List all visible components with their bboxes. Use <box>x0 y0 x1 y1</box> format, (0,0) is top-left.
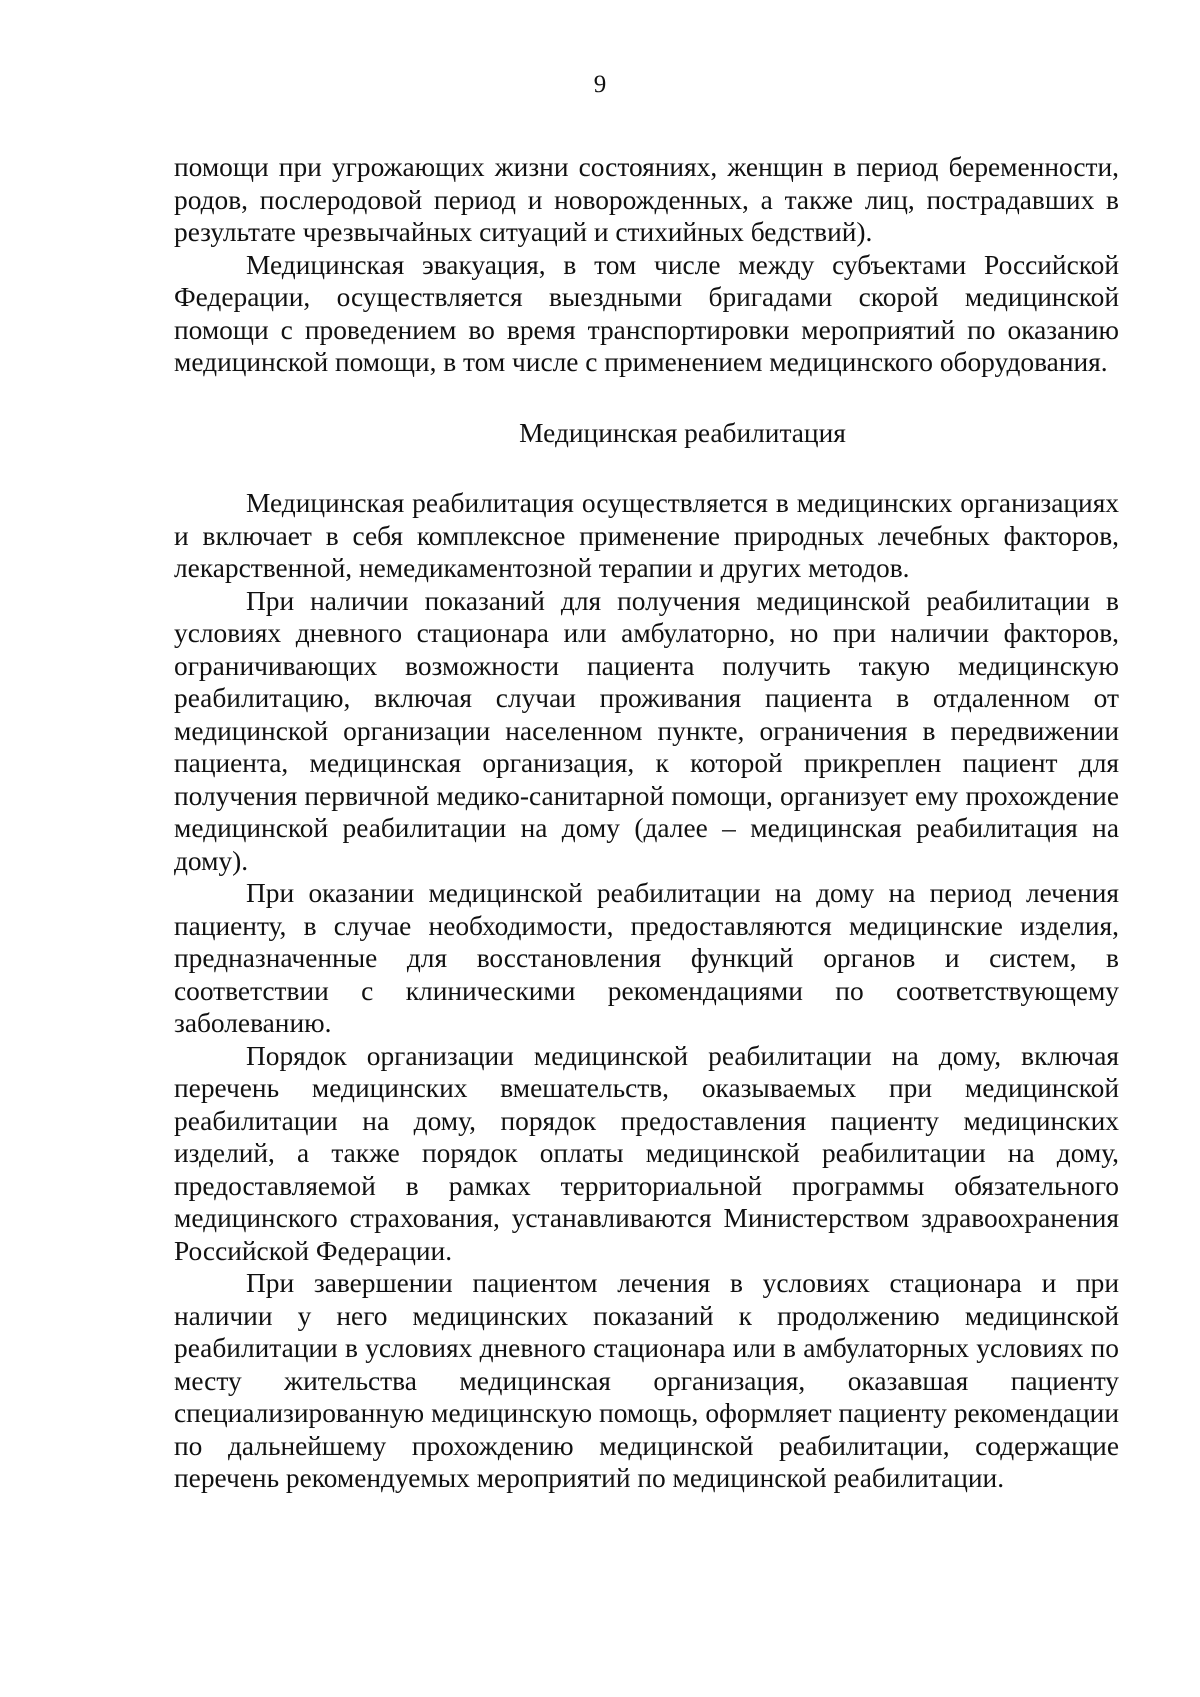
paragraph-rehab-definition: Медицинская реабилитация осуществляется в медицинских организациях и включает в себя комплексное применение природных лечебных факторов, лекарственной, немедикаментозной терапии и других методов. <box>174 488 1119 583</box>
document-body <box>174 151 1119 1495</box>
paragraph-continuation: помощи при угрожающих жизни состояниях, женщин в период беременности, родов, послеродовой период и новорожденных, а также лиц, пострадавших в результате чрезвычайных ситуаций и стихийных бедствий). <box>174 152 1119 247</box>
paragraph-rehab-at-home: При наличии показаний для получения медицинской реабилитации в условиях дневного стационара или амбулаторно, но при наличии факторов, ограничивающих возможности пациента получить такую медицинскую реабилитацию, включая случаи проживания пациента в отдаленном от медицинской организации населенном пункте, ограничения в передвижении пациента, медицинская организация, к которой прикреплен пациент для получения первичной медико-санитарной помощи, организует ему прохождение медицинской реабилитации на дому (далее – медицинская реабилитация на дому). <box>174 585 1119 876</box>
paragraph-medical-evacuation: Медицинская эвакуация, в том числе между субъектами Российской Федерации, осуществляется выездными бригадами скорой медицинской помощи с проведением во время транспортировки мероприятий по оказанию медицинской помощи, в том числе с применением медицинского оборудования. <box>174 249 1119 377</box>
paragraph-medical-devices: При оказании медицинской реабилитации на дому на период лечения пациенту, в случае необходимости, предоставляются медицинские изделия, предназначенные для восстановления функций органов и систем, в соответствии с клиническими рекомендациями по соответствующему заболеванию. <box>174 878 1119 1038</box>
section-heading: Медицинская реабилитация <box>519 417 846 448</box>
paragraph-procedure: Порядок организации медицинской реабилитации на дому, включая перечень медицинских вмешательств, оказываемых при медицинской реабилитации на дому, порядок предоставления пациенту медицинских изделий, а также порядок оплаты медицинской реабилитации на дому, предоставляемой в рамках территориальной программы обязательного медицинского страхования, устанавливаются Министерством здравоохранения Российской Федерации. <box>174 1040 1119 1266</box>
page-number: 9 <box>593 71 607 98</box>
paragraph-discharge-recommendations: При завершении пациентом лечения в условиях стационара и при наличии у него медицинских показаний к продолжению медицинской реабилитации в условиях дневного стационара или в амбулаторных условиях по месту жительства медицинская организация, оказавшая пациенту специализированную медицинскую помощь, оформляет пациенту рекомендации по дальнейшему прохождению медицинской реабилитации, содержащие перечень рекомендуемых мероприятий по медицинской реабилитации. <box>174 1268 1119 1493</box>
